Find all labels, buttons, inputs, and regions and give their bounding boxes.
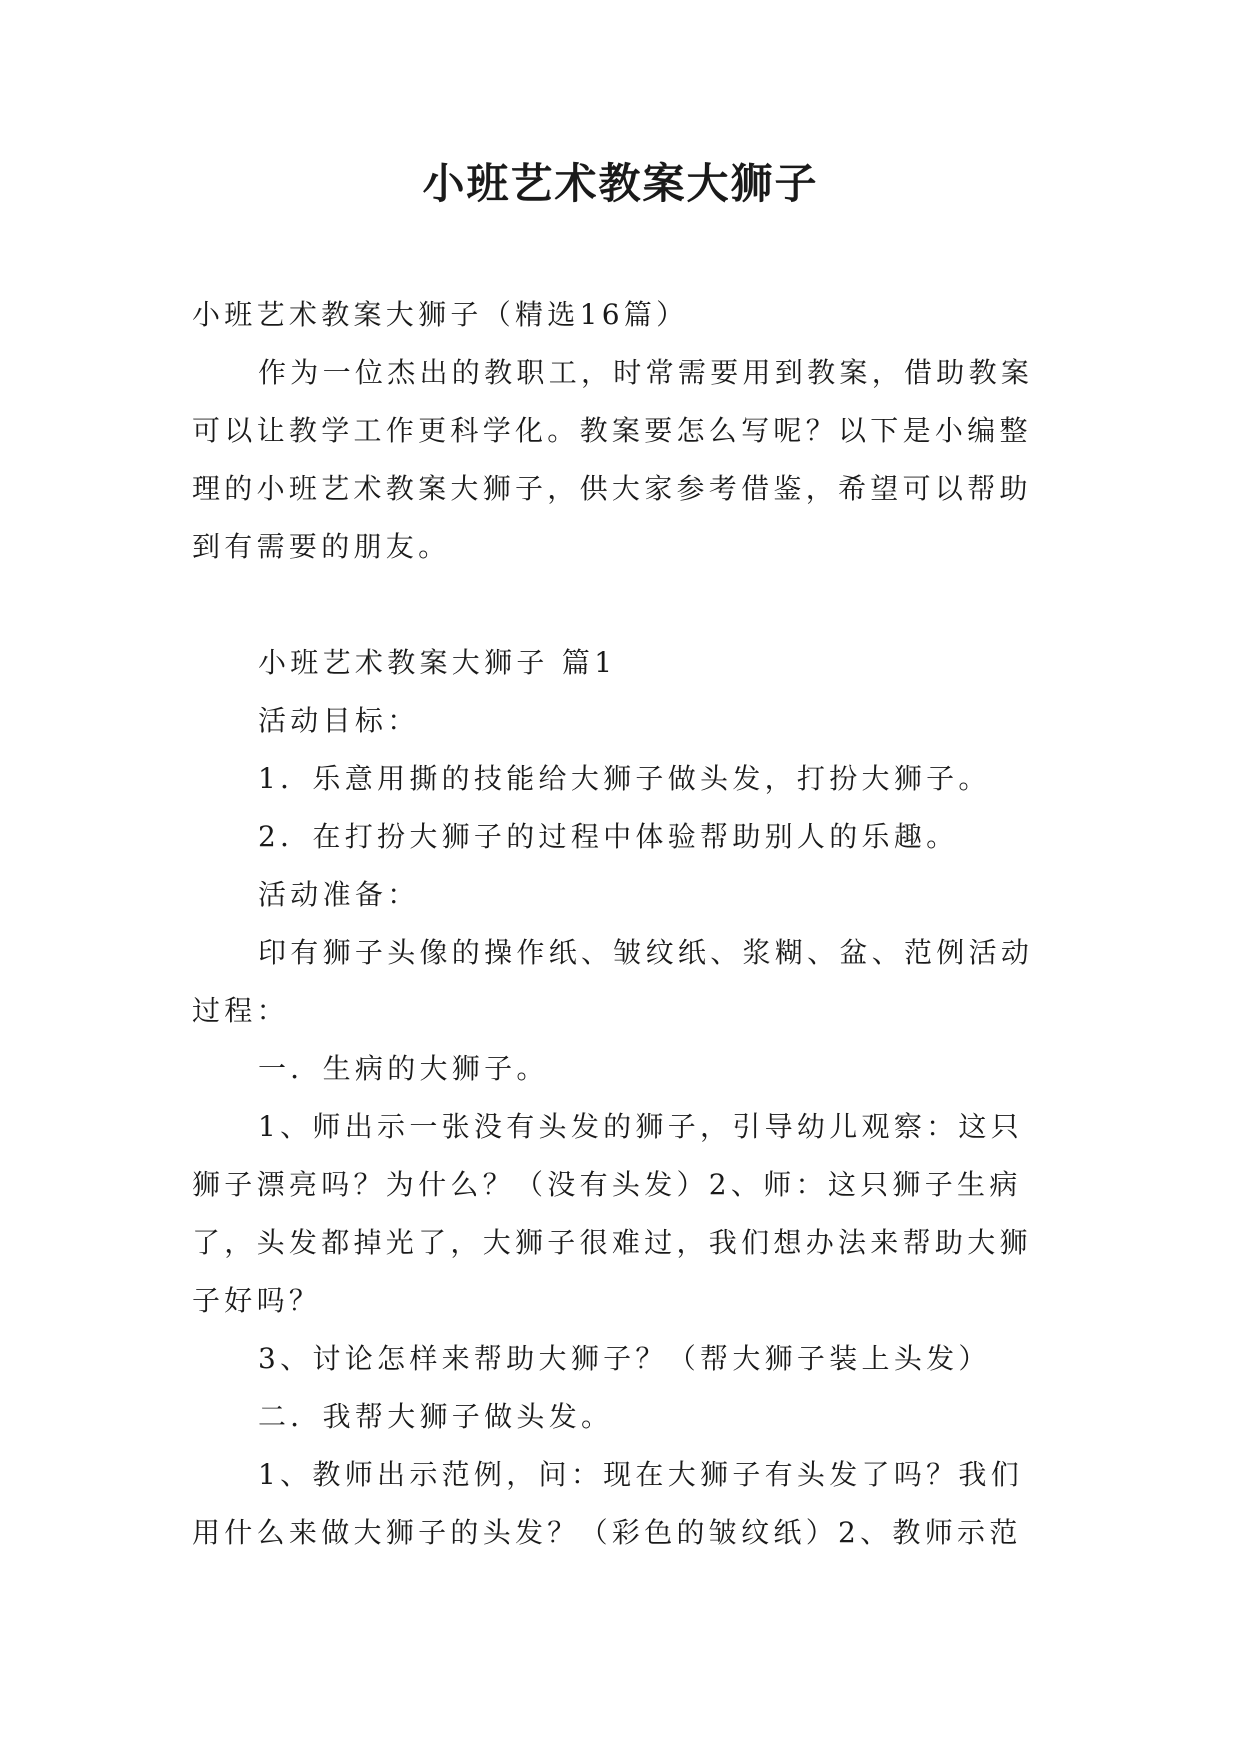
prep-text: 印有狮子头像的操作纸、皱纹纸、浆糊、盆、范例活动过程：: [192, 936, 1034, 1027]
goal-item-2: 2．在打扮大狮子的过程中体验帮助别人的乐趣。: [258, 820, 959, 853]
prep-label: 活动准备：: [258, 878, 420, 911]
step1-title: 一．生病的大狮子。: [258, 1052, 549, 1085]
goal-item-1: 1．乐意用撕的技能给大狮子做头发，打扮大狮子。: [258, 762, 991, 795]
document-subtitle: 小班艺术教案大狮子（精选16篇）: [192, 298, 689, 331]
goals-label: 活动目标：: [258, 704, 420, 737]
section-heading: 小班艺术教案大狮子 篇1: [258, 646, 617, 679]
intro-paragraph: 作为一位杰出的教职工，时常需要用到教案，借助教案可以让教学工作更科学化。教案要怎么写呢？以下是小编整理的小班艺术教案大狮子，供大家参考借鉴，希望可以帮助到有需要的朋友。: [192, 356, 1034, 563]
step2-title: 二．我帮大狮子做头发。: [258, 1400, 614, 1433]
step2-text: 1、教师出示范例，问：现在大狮子有头发了吗？我们用什么来做大狮子的头发？（彩色的皱纹纸）2、教师示范: [192, 1458, 1024, 1549]
document-body: [192, 286, 1048, 1562]
document-title: 小班艺术教案大狮子: [422, 159, 819, 208]
step1-text: 1、师出示一张没有头发的狮子，引导幼儿观察：这只狮子漂亮吗？为什么？（没有头发）2、师：这只狮子生病了，头发都掉光了，大狮子很难过，我们想办法来帮助大狮子好吗？: [192, 1110, 1032, 1317]
section-spacer: [192, 576, 1048, 634]
step1-question3: 3、讨论怎样来帮助大狮子？（帮大狮子装上头发）: [258, 1342, 991, 1375]
